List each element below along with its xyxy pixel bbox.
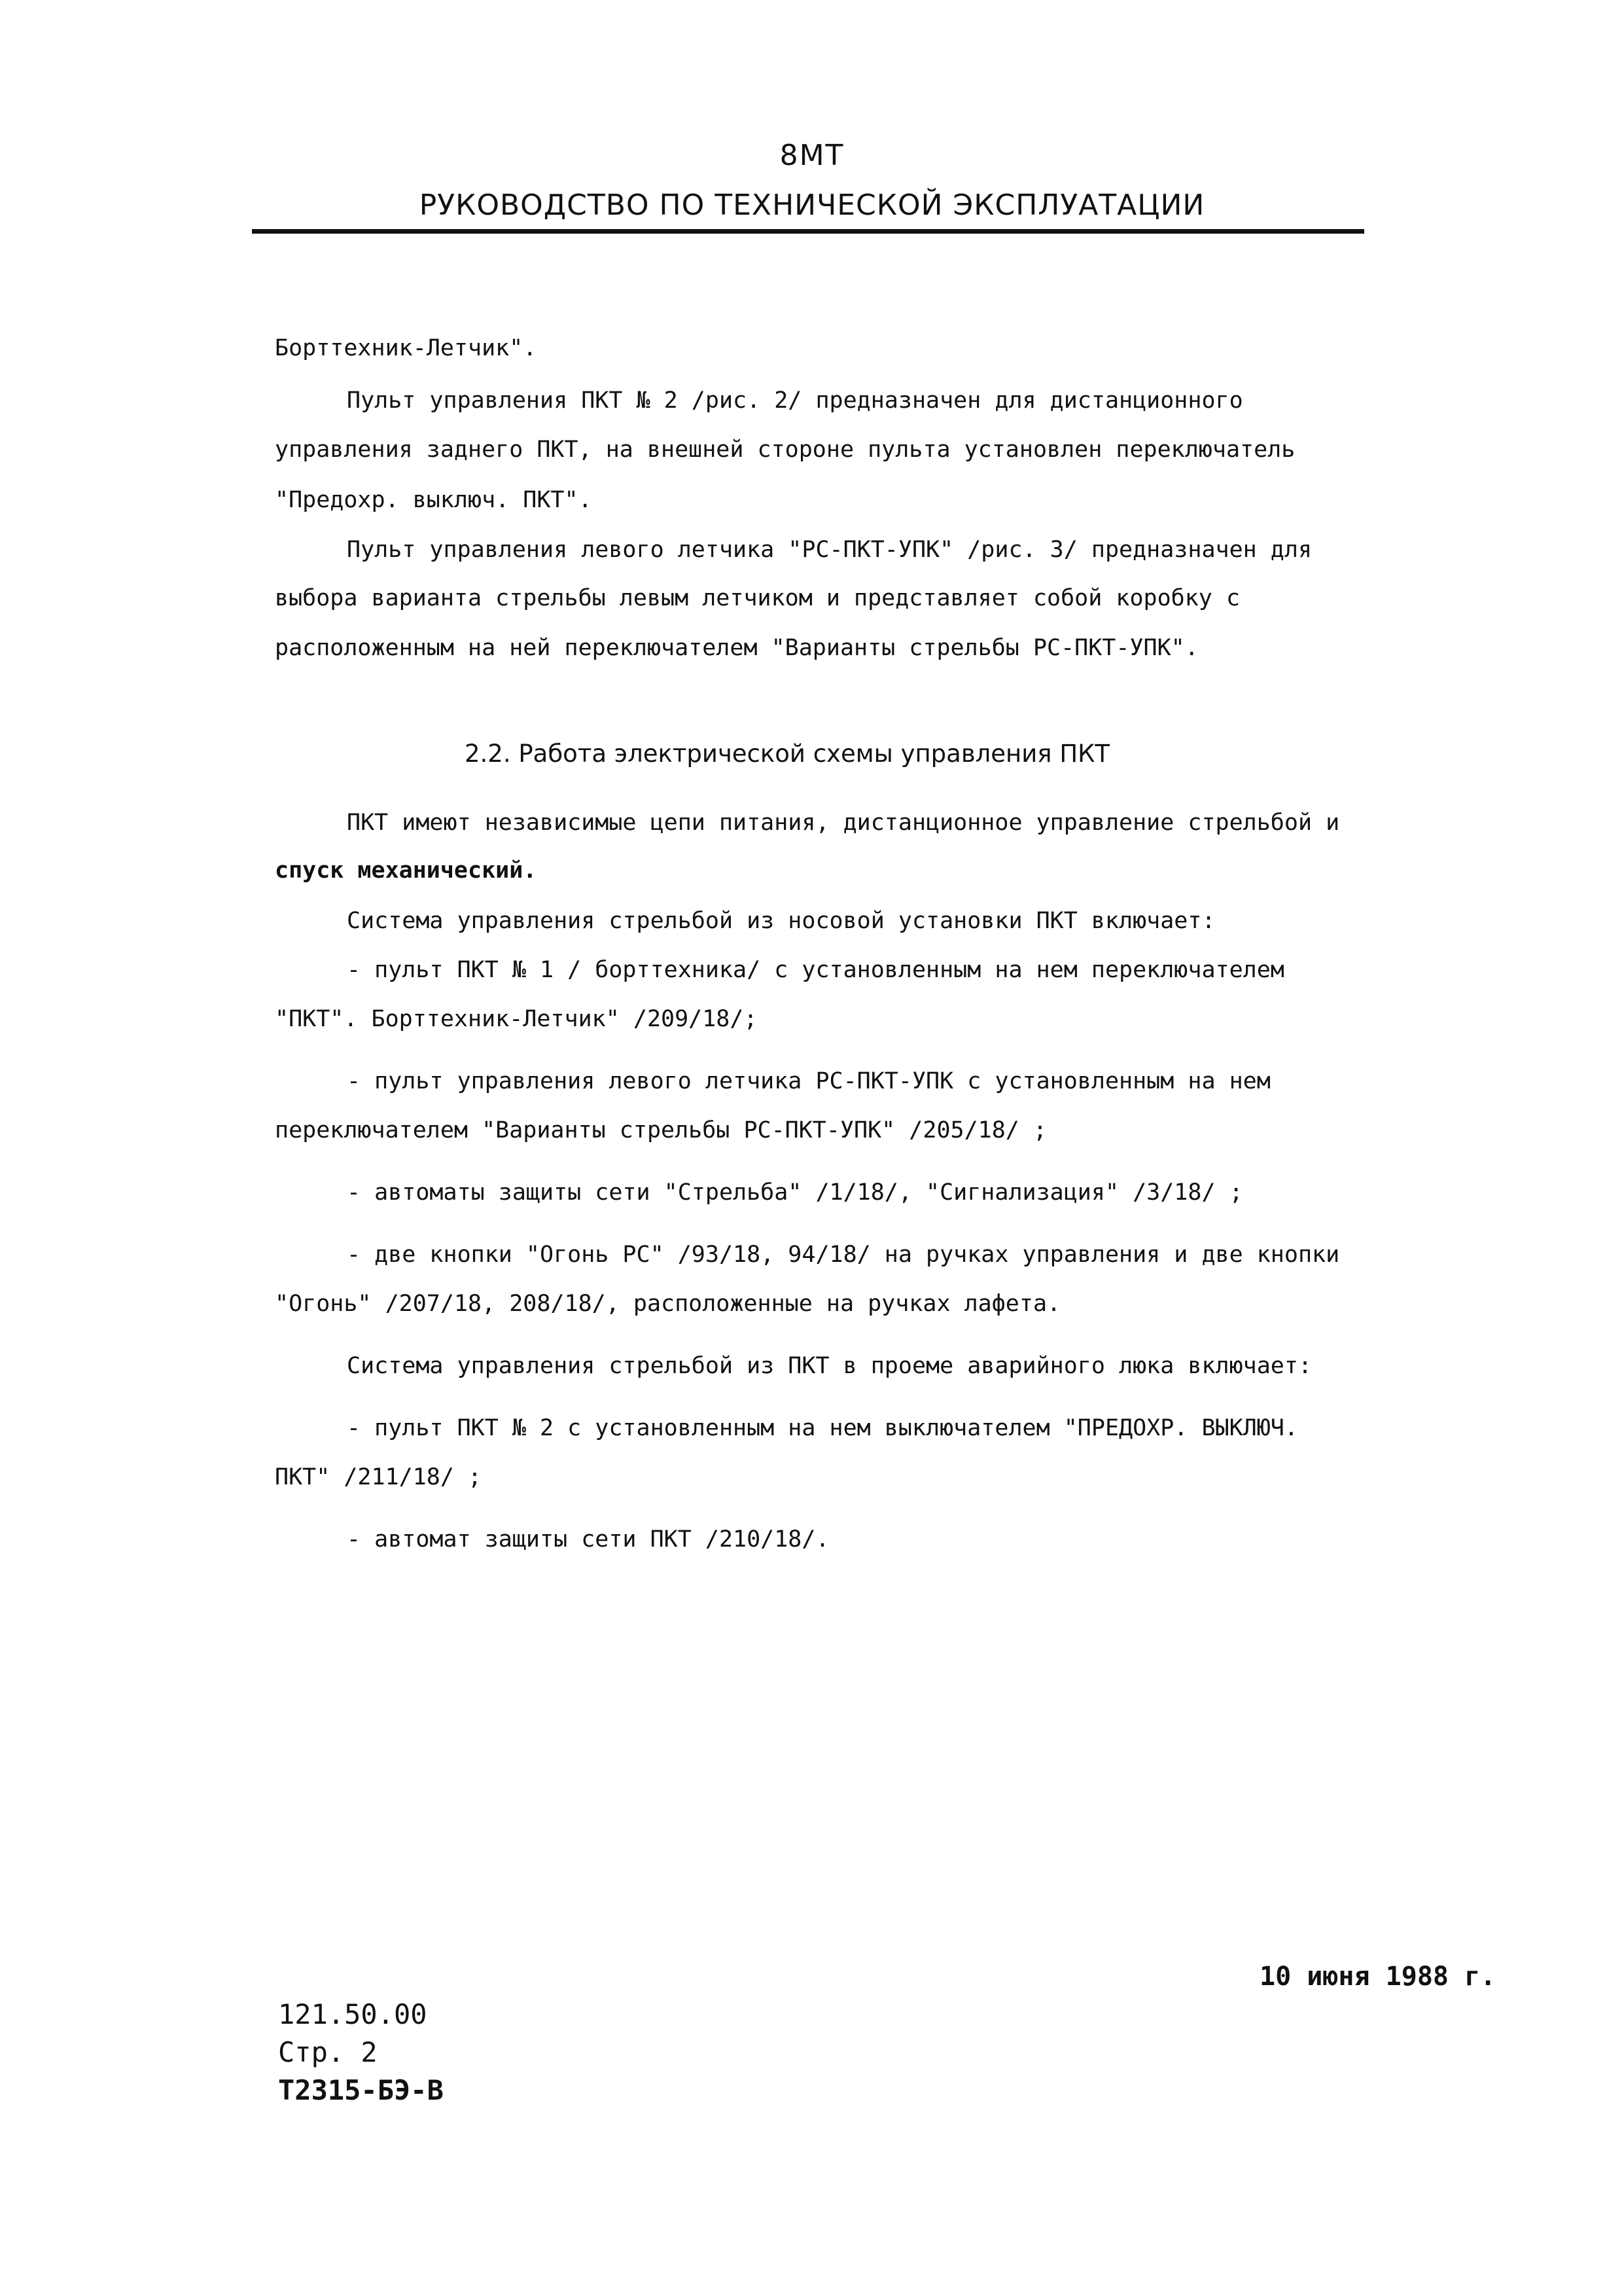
list-item-1-line-2: "ПКТ". Борттехник-Летчик" /209/18/;: [275, 1006, 758, 1032]
body-line-8: ПКТ имеют независимые цепи питания, дистанционное управление стрельбой и: [347, 810, 1340, 836]
body-line-6: выбора варианта стрельбы левым летчиком и представляет собой коробку с: [275, 585, 1241, 611]
list-item-4-line-2: "Огонь" /207/18, 208/18/, расположенные на ручках лафета.: [275, 1291, 1061, 1317]
list-item-4-line-1: - две кнопки "Огонь РС" /93/18, 94/18/ на ручках управления и две кнопки: [347, 1242, 1340, 1268]
list-item-5-line-2: ПКТ" /211/18/ ;: [275, 1464, 482, 1490]
header-divider: [252, 229, 1364, 234]
list-item-2-line-2: переключателем "Варианты стрельбы РС-ПКТ-УПК" /205/18/ ;: [275, 1117, 1048, 1143]
manual-title: РУКОВОДСТВО ПО ТЕХНИЧЕСКОЙ ЭКСПЛУАТАЦИИ: [419, 188, 1205, 222]
body-line-2: Пульт управления ПКТ № 2 /рис. 2/ предназначен для дистанционного: [347, 387, 1243, 414]
list-item-1-line-1: - пульт ПКТ № 1 / борттехника/ с установленным на нем переключателем: [347, 957, 1284, 983]
body-line-18: Система управления стрельбой из ПКТ в проеме аварийного люка включает:: [347, 1353, 1313, 1379]
section-heading: 2.2. Работа электрической схемы управления ПКТ: [465, 740, 1110, 768]
body-line-3: управления заднего ПКТ, на внешней стороне пульта установлен переключатель: [275, 437, 1296, 463]
body-line-7: расположенным на ней переключателем "Варианты стрельбы РС-ПКТ-УПК".: [275, 635, 1199, 661]
document-date: 10 июня 1988 г.: [1260, 1962, 1496, 1992]
list-item-3: - автоматы защиты сети "Стрельба" /1/18/, "Сигнализация" /3/18/ ;: [347, 1179, 1243, 1206]
body-line-9: спуск механический.: [275, 857, 537, 884]
aircraft-model: 8МТ: [779, 139, 845, 172]
list-item-5-line-1: - пульт ПКТ № 2 с установленным на нем выключателем "ПРЕДОХР. ВЫКЛЮЧ.: [347, 1415, 1298, 1441]
body-line-4: "Предохр. выключ. ПКТ".: [275, 487, 592, 513]
doc-code: 121.50.00: [278, 1998, 427, 2030]
body-line-1: Борттехник-Летчик".: [275, 335, 537, 361]
list-item-6: - автомат защиты сети ПКТ /210/18/.: [347, 1526, 830, 1552]
page-number: Стр. 2: [278, 2036, 378, 2068]
list-item-2-line-1: - пульт управления левого летчика РС-ПКТ-УПК с установленным на нем: [347, 1068, 1271, 1094]
doc-number: Т2315-БЭ-В: [278, 2074, 444, 2106]
body-line-10: Система управления стрельбой из носовой установки ПКТ включает:: [347, 908, 1216, 934]
body-line-5: Пульт управления левого летчика "РС-ПКТ-УПК" /рис. 3/ предназначен для: [347, 537, 1313, 563]
